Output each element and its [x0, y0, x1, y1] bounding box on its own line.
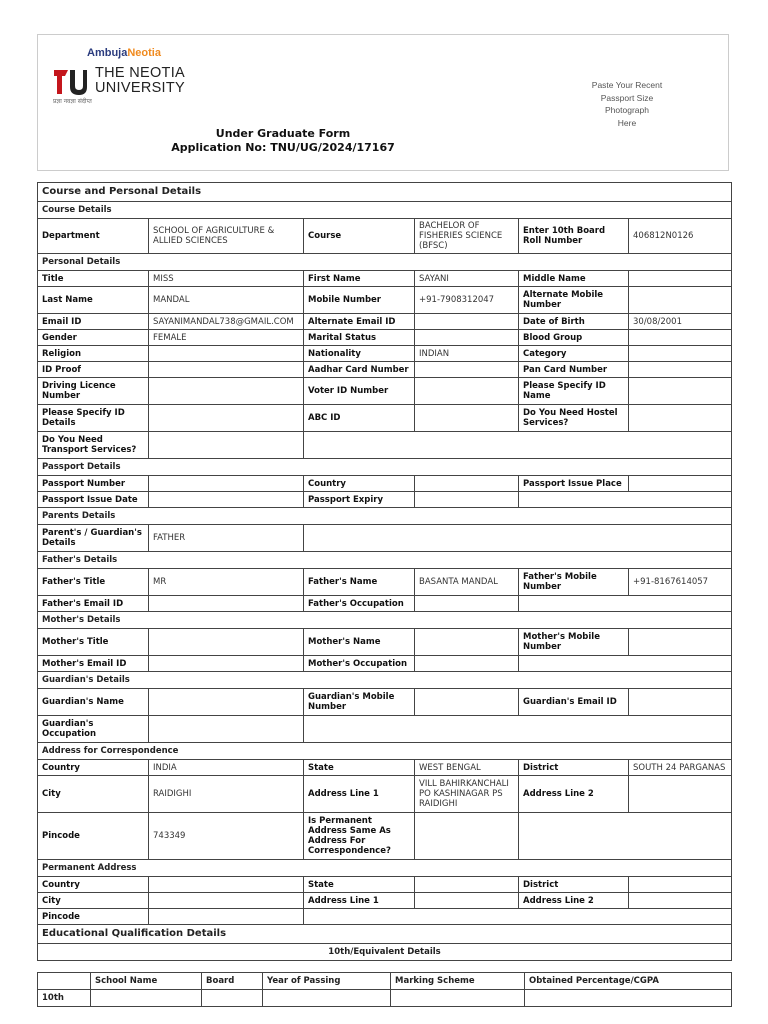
value-roll-number: 406812N0126 — [629, 219, 732, 254]
label-abc-id: ABC ID — [304, 405, 415, 432]
label-corr-city: City — [38, 776, 149, 813]
value-email: SAYANIMANDAL738@GMAIL.COM — [149, 314, 304, 330]
value-passport-place — [629, 476, 732, 492]
label-gender: Gender — [38, 330, 149, 346]
label-father-mobile: Father's Mobile Number — [519, 569, 629, 596]
value-father-title: MR — [149, 569, 304, 596]
value-alt-mobile — [629, 287, 732, 314]
label-corr-state: State — [304, 760, 415, 776]
label-course: Course — [304, 219, 415, 254]
value-gender: FEMALE — [149, 330, 304, 346]
label-passport-date: Passport Issue Date — [38, 492, 149, 508]
value-course: BACHELOR OF FISHERIES SCIENCE (BFSC) — [415, 219, 519, 254]
value-mother-mobile — [629, 629, 732, 656]
value-perm-same — [415, 813, 519, 860]
label-perm-addr2: Address Line 2 — [519, 893, 629, 909]
label-pan: Pan Card Number — [519, 362, 629, 378]
value-passport-date — [149, 492, 304, 508]
value-marital — [415, 330, 519, 346]
value-specify-id-name — [629, 378, 732, 405]
label-mother-title: Mother's Title — [38, 629, 149, 656]
value-department: SCHOOL OF AGRICULTURE & ALLIED SCIENCES — [149, 219, 304, 254]
edu-header-blank — [38, 973, 91, 990]
label-passport-country: Country — [304, 476, 415, 492]
label-nationality: Nationality — [304, 346, 415, 362]
value-mother-name — [415, 629, 519, 656]
label-id-proof: ID Proof — [38, 362, 149, 378]
value-driving-licence — [149, 378, 304, 405]
label-roll-number: Enter 10th Board Roll Number — [519, 219, 629, 254]
label-transport: Do You Need Transport Services? — [38, 432, 149, 459]
label-corr-addr2: Address Line 2 — [519, 776, 629, 813]
label-perm-city: City — [38, 893, 149, 909]
value-perm-state — [415, 877, 519, 893]
application-number: Application No: TNU/UG/2024/17167 — [171, 141, 395, 154]
empty-cell — [519, 492, 732, 508]
label-mother-mobile: Mother's Mobile Number — [519, 629, 629, 656]
value-pan — [629, 362, 732, 378]
edu-row-label: 10th — [38, 990, 91, 1007]
label-corr-country: Country — [38, 760, 149, 776]
university-tagline: प्रज्ञा नवज्ञा संदीप्त — [53, 98, 92, 105]
label-mobile: Mobile Number — [304, 287, 415, 314]
label-father-title: Father's Title — [38, 569, 149, 596]
value-blood — [629, 330, 732, 346]
value-title: MISS — [149, 271, 304, 287]
value-alt-email — [415, 314, 519, 330]
label-guardian-mobile: Guardian's Mobile Number — [304, 689, 415, 716]
value-guardian-name — [149, 689, 304, 716]
label-first-name: First Name — [304, 271, 415, 287]
value-aadhar — [415, 362, 519, 378]
label-middle-name: Middle Name — [519, 271, 629, 287]
label-aadhar: Aadhar Card Number — [304, 362, 415, 378]
value-father-name: BASANTA MANDAL — [415, 569, 519, 596]
label-specify-id-details: Please Specify ID Details — [38, 405, 149, 432]
empty-cell — [304, 716, 732, 743]
label-mother-occupation: Mother's Occupation — [304, 656, 415, 672]
label-mother-name: Mother's Name — [304, 629, 415, 656]
value-mother-title — [149, 629, 304, 656]
edu-header-percentage: Obtained Percentage/CGPA — [525, 973, 732, 990]
value-perm-pincode — [149, 909, 304, 925]
label-perm-state: State — [304, 877, 415, 893]
value-guardian-mobile — [415, 689, 519, 716]
edu-cell — [391, 990, 525, 1007]
empty-cell — [519, 596, 732, 612]
section-course-personal: Course and Personal Details — [38, 183, 732, 202]
edu-cell — [263, 990, 391, 1007]
label-last-name: Last Name — [38, 287, 149, 314]
label-perm-pincode: Pincode — [38, 909, 149, 925]
value-passport-number — [149, 476, 304, 492]
edu-cell — [525, 990, 732, 1007]
form-header — [37, 34, 729, 171]
label-category: Category — [519, 346, 629, 362]
brand-logo: AmbujaNeotia — [87, 47, 161, 59]
education-table — [37, 972, 732, 1007]
label-hostel: Do You Need Hostel Services? — [519, 405, 629, 432]
label-voter-id: Voter ID Number — [304, 378, 415, 405]
value-first-name: SAYANI — [415, 271, 519, 287]
value-nationality: INDIAN — [415, 346, 519, 362]
university-name: THE NEOTIA UNIVERSITY — [95, 65, 186, 96]
label-guardian-name: Guardian's Name — [38, 689, 149, 716]
value-mother-occupation — [415, 656, 519, 672]
label-marital: Marital Status — [304, 330, 415, 346]
label-passport-expiry: Passport Expiry — [304, 492, 415, 508]
value-religion — [149, 346, 304, 362]
photo-placeholder: Paste Your Recent Passport Size Photograph Here — [591, 80, 663, 128]
value-guardian-occupation — [149, 716, 304, 743]
label-perm-country: Country — [38, 877, 149, 893]
section-correspondence: Address for Correspondence — [38, 743, 732, 760]
section-mother: Mother's Details — [38, 612, 732, 629]
empty-cell — [519, 656, 732, 672]
label-corr-district: District — [519, 760, 629, 776]
edu-header-school: School Name — [91, 973, 202, 990]
value-last-name: MANDAL — [149, 287, 304, 314]
value-father-email — [149, 596, 304, 612]
section-guardian: Guardian's Details — [38, 672, 732, 689]
label-corr-addr1: Address Line 1 — [304, 776, 415, 813]
value-hostel — [629, 405, 732, 432]
label-specify-id-name: Please Specify ID Name — [519, 378, 629, 405]
value-corr-state: WEST BENGAL — [415, 760, 519, 776]
value-dob: 30/08/2001 — [629, 314, 732, 330]
value-corr-addr2 — [629, 776, 732, 813]
value-middle-name — [629, 271, 732, 287]
label-parent-guardian: Parent's / Guardian's Details — [38, 525, 149, 552]
edu-cell — [91, 990, 202, 1007]
label-title: Title — [38, 271, 149, 287]
edu-cell — [202, 990, 263, 1007]
edu-header-year: Year of Passing — [263, 973, 391, 990]
section-parents: Parents Details — [38, 508, 732, 525]
value-corr-pincode: 743349 — [149, 813, 304, 860]
value-perm-city — [149, 893, 304, 909]
section-personal-details: Personal Details — [38, 254, 732, 271]
value-transport — [149, 432, 304, 459]
value-corr-district: SOUTH 24 PARGANAS — [629, 760, 732, 776]
label-perm-addr1: Address Line 1 — [304, 893, 415, 909]
label-alt-email: Alternate Email ID — [304, 314, 415, 330]
personal-details-table — [37, 182, 732, 961]
university-logo-icon — [52, 68, 88, 96]
value-father-occupation — [415, 596, 519, 612]
form-title: Under Graduate Form Application No: TNU/UG/2024/17167 — [38, 127, 528, 155]
empty-cell — [304, 432, 732, 459]
label-driving-licence: Driving Licence Number — [38, 378, 149, 405]
label-dob: Date of Birth — [519, 314, 629, 330]
section-permanent: Permanent Address — [38, 860, 732, 877]
value-perm-district — [629, 877, 732, 893]
value-passport-expiry — [415, 492, 519, 508]
value-corr-country: INDIA — [149, 760, 304, 776]
empty-cell — [519, 813, 732, 860]
value-mobile: +91-7908312047 — [415, 287, 519, 314]
section-tenth-equivalent: 10th/Equivalent Details — [38, 944, 732, 961]
label-guardian-email: Guardian's Email ID — [519, 689, 629, 716]
section-educational: Educational Qualification Details — [38, 925, 732, 944]
value-id-proof — [149, 362, 304, 378]
label-email: Email ID — [38, 314, 149, 330]
value-corr-addr1: VILL BAHIRKANCHALI PO KASHINAGAR PS RAIDIGHI — [415, 776, 519, 813]
section-course-details: Course Details — [38, 202, 732, 219]
label-passport-place: Passport Issue Place — [519, 476, 629, 492]
label-passport-number: Passport Number — [38, 476, 149, 492]
value-guardian-email — [629, 689, 732, 716]
label-alt-mobile: Alternate Mobile Number — [519, 287, 629, 314]
label-perm-same: Is Permanent Address Same As Address For Correspondence? — [304, 813, 415, 860]
value-perm-country — [149, 877, 304, 893]
value-perm-addr2 — [629, 893, 732, 909]
label-father-name: Father's Name — [304, 569, 415, 596]
value-category — [629, 346, 732, 362]
label-department: Department — [38, 219, 149, 254]
value-passport-country — [415, 476, 519, 492]
label-religion: Religion — [38, 346, 149, 362]
edu-header-marking: Marking Scheme — [391, 973, 525, 990]
edu-header-board: Board — [202, 973, 263, 990]
value-abc-id — [415, 405, 519, 432]
label-mother-email: Mother's Email ID — [38, 656, 149, 672]
empty-cell — [304, 525, 732, 552]
value-parent-guardian: FATHER — [149, 525, 304, 552]
value-specify-id-details — [149, 405, 304, 432]
value-voter-id — [415, 378, 519, 405]
label-guardian-occupation: Guardian's Occupation — [38, 716, 149, 743]
label-father-email: Father's Email ID — [38, 596, 149, 612]
label-corr-pincode: Pincode — [38, 813, 149, 860]
value-father-mobile: +91-8167614057 — [629, 569, 732, 596]
label-father-occupation: Father's Occupation — [304, 596, 415, 612]
label-blood: Blood Group — [519, 330, 629, 346]
label-perm-district: District — [519, 877, 629, 893]
section-father: Father's Details — [38, 552, 732, 569]
value-corr-city: RAIDIGHI — [149, 776, 304, 813]
empty-cell — [304, 909, 732, 925]
value-mother-email — [149, 656, 304, 672]
value-perm-addr1 — [415, 893, 519, 909]
section-passport: Passport Details — [38, 459, 732, 476]
